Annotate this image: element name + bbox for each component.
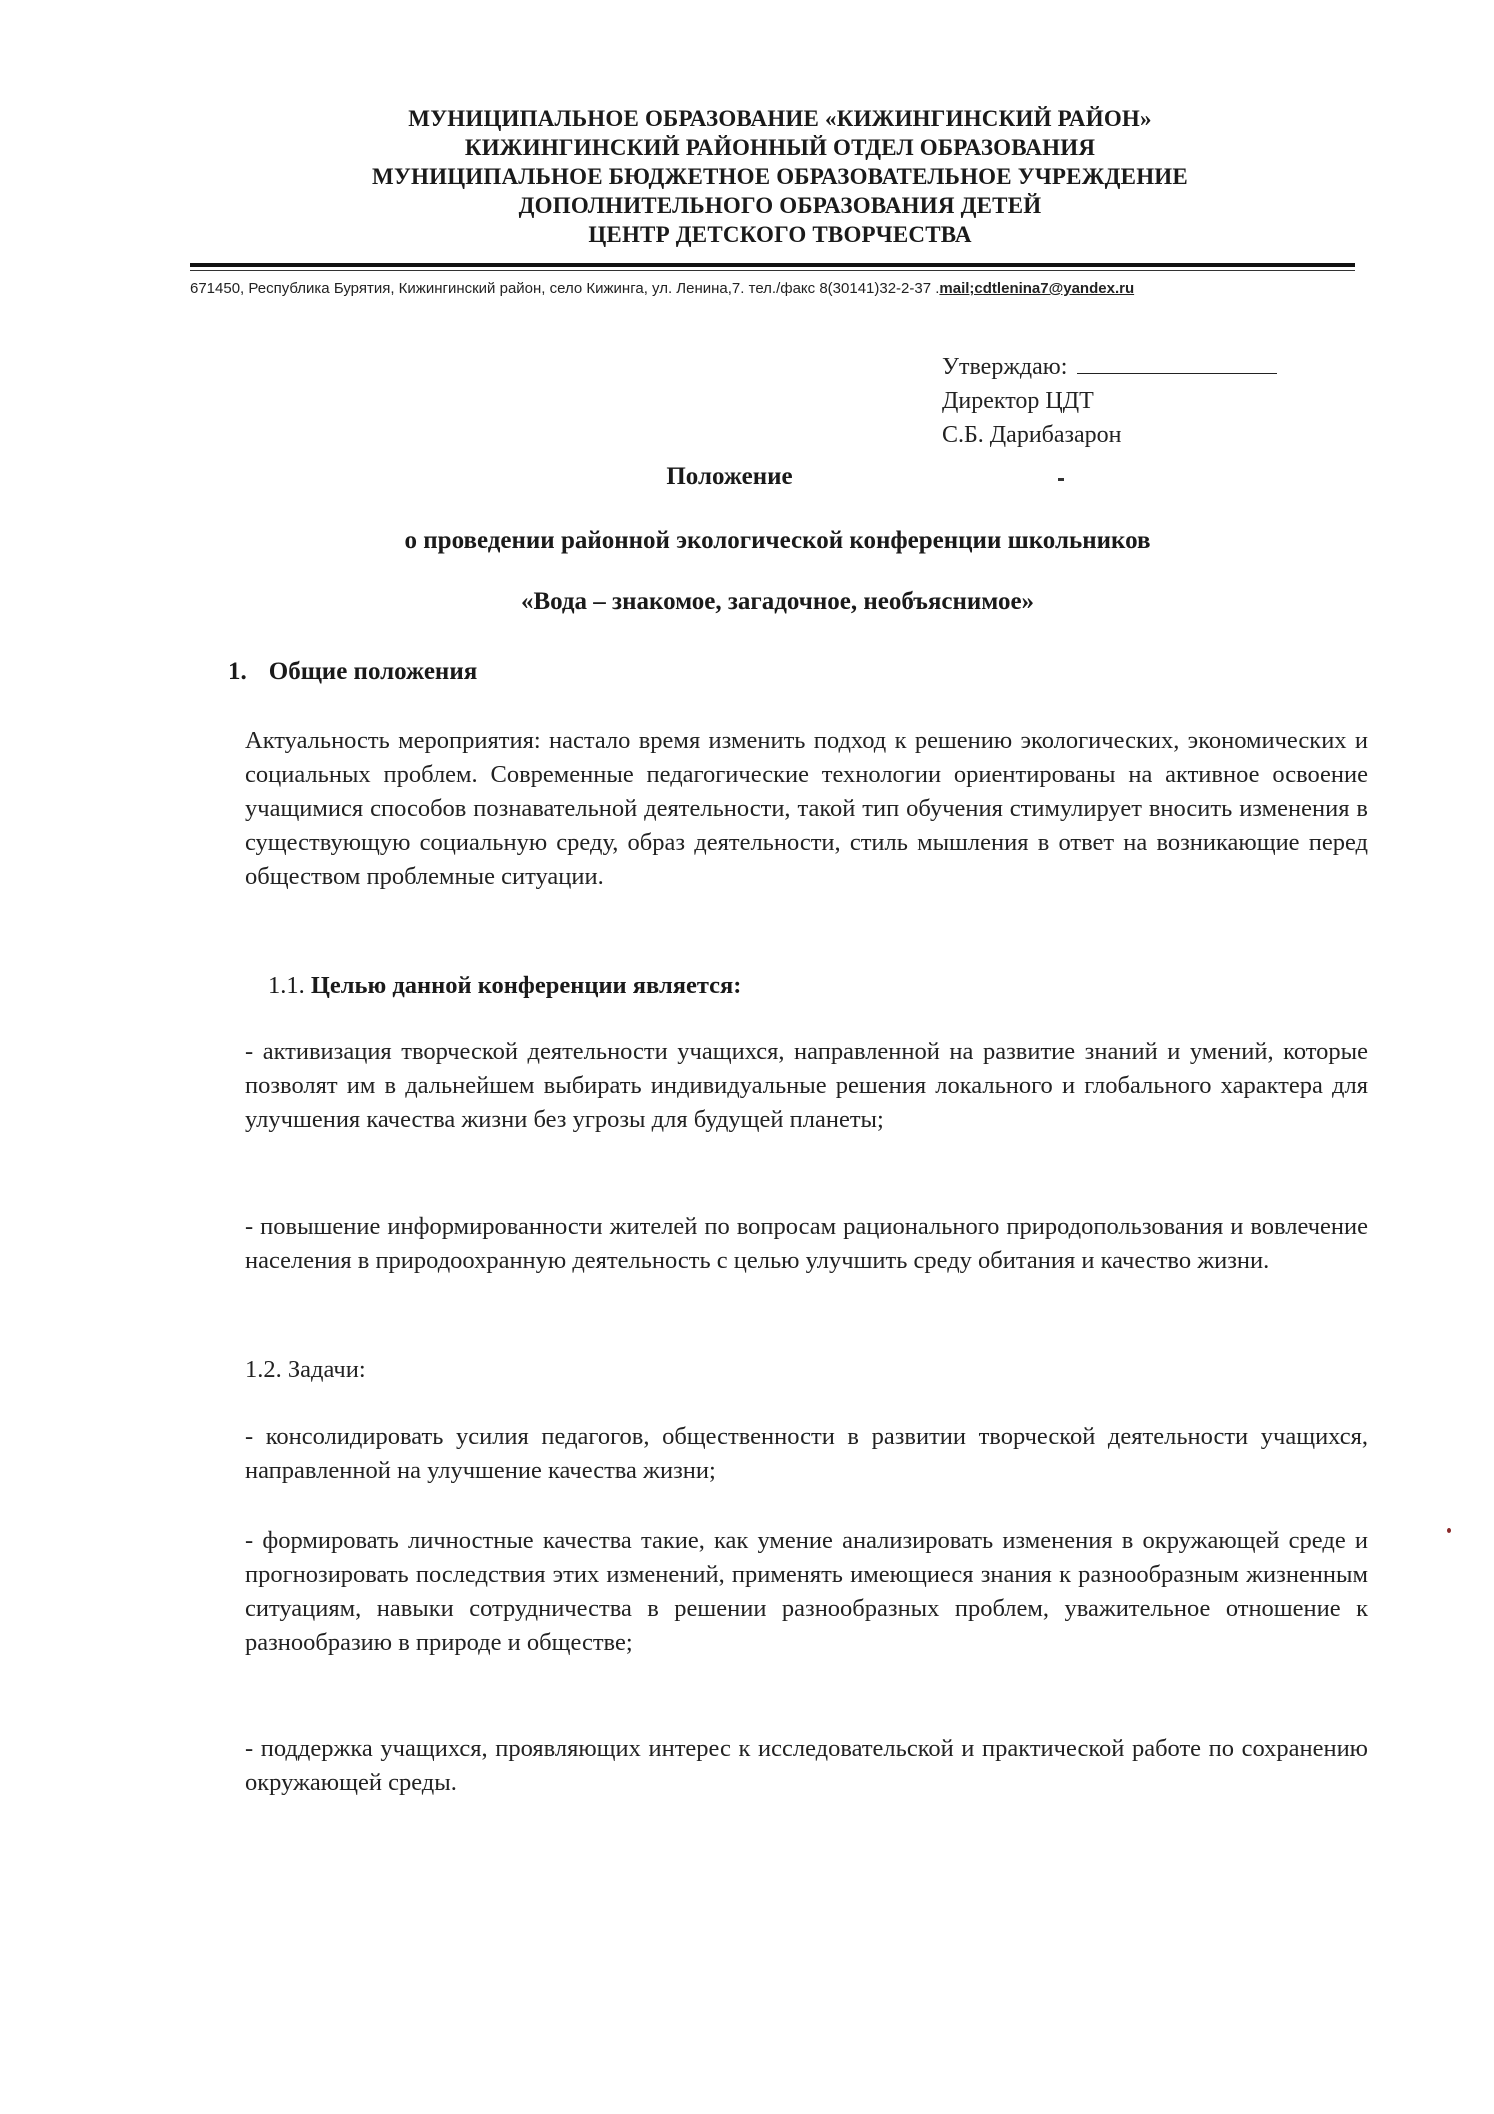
postal-address: 671450, Республика Бурятия, Кижингинский район, село Кижинга, ул. Ленина,7. тел./факс 8(30141)32-2-37 . <box>190 280 940 297</box>
goal-title: Целью данной конференции является: <box>310 972 742 999</box>
goal-subheading <box>268 972 741 1000</box>
letterhead-divider-thin <box>190 270 1355 271</box>
director-position: Директор ЦДТ <box>942 388 1094 414</box>
goal-item-2: - повышение информированности жителей по вопросам рационального природопользования и вовлечение населения в природоохранную деятельность с целью улучшить среду обитания и качество жизни. <box>245 1213 1368 1274</box>
section-title: Общие положения <box>268 658 478 685</box>
goal-number: 1.1. <box>268 972 305 999</box>
task-item-2: - формировать личностные качества такие, как умение анализировать изменения в окружающей среде и прогнозировать последствия этих изменений, применять имеющиеся знания к разнообразным жизненным ситуациям, навыки сотрудничества в решении разнообразных проблем, уважительное отношение к разнообразию в природе и обществе; <box>245 1527 1368 1656</box>
conference-theme: «Вода – знакомое, загадочное, необъяснимое» <box>520 588 1035 615</box>
stray-mark <box>1058 478 1064 481</box>
task-item-3: - поддержка учащихся, проявляющих интерес к исследовательской и практической работе по сохранению окружающей среды. <box>245 1735 1368 1796</box>
letterhead-line-4: ДОПОЛНИТЕЛЬНОГО ОБРАЗОВАНИЯ ДЕТЕЙ <box>518 193 1042 218</box>
goal-item-1: - активизация творческой деятельности учащихся, направленной на развитие знаний и умений, которые позволят им в дальнейшем выбирать индивидуальные решения локального и глобального характера для улучшения качества жизни без угрозы для будущей планеты; <box>245 1038 1368 1133</box>
signature-line <box>1077 355 1277 374</box>
letterhead-line-5: ЦЕНТР ДЕТСКОГО ТВОРЧЕСТВА <box>588 222 972 247</box>
letterhead <box>190 104 1370 249</box>
document-subject: о проведении районной экологической конференции школьников <box>404 527 1151 554</box>
email-address: mail;cdtlenina7@yandex.ru <box>939 280 1135 297</box>
approve-label: Утверждаю: <box>942 354 1068 380</box>
letterhead-divider-thick <box>190 263 1355 267</box>
tasks-subheading: 1.2. Задачи: <box>245 1356 366 1383</box>
director-name: С.Б. Дарибазарон <box>942 422 1122 448</box>
task-item-1: - консолидировать усилия педагогов, общественности в развитии творческой деятельности учащихся, направленной на улучшение качества жизни; <box>245 1423 1368 1484</box>
letterhead-line-2: КИЖИНГИНСКИЙ РАЙОННЫЙ ОТДЕЛ ОБРАЗОВАНИЯ <box>464 135 1096 160</box>
address-line <box>190 280 1370 297</box>
relevance-paragraph: Актуальность мероприятия: настало время изменить подход к решению экологических, экономических и социальных проблем. Современные педагогические технологии ориентированы на активное освоение учащимися способов познавательной деятельности, такой тип обучения стимулирует вносить изменения в существующую социальную среду, образ деятельности, стиль мышления в ответ на возникающие перед обществом проблемные ситуации. <box>245 727 1368 890</box>
section-heading <box>228 658 477 686</box>
scan-speck <box>1447 1528 1451 1533</box>
document-type-title: Положение <box>666 463 793 490</box>
approval-row <box>942 350 1277 384</box>
letterhead-line-1: МУНИЦИПАЛЬНОЕ ОБРАЗОВАНИЕ «КИЖИНГИНСКИЙ РАЙОН» <box>408 106 1152 131</box>
section-number: 1. <box>228 658 247 685</box>
approval-block <box>942 350 1277 452</box>
letterhead-line-3: МУНИЦИПАЛЬНОЕ БЮДЖЕТНОЕ ОБРАЗОВАТЕЛЬНОЕ УЧРЕЖДЕНИЕ <box>372 164 1188 189</box>
